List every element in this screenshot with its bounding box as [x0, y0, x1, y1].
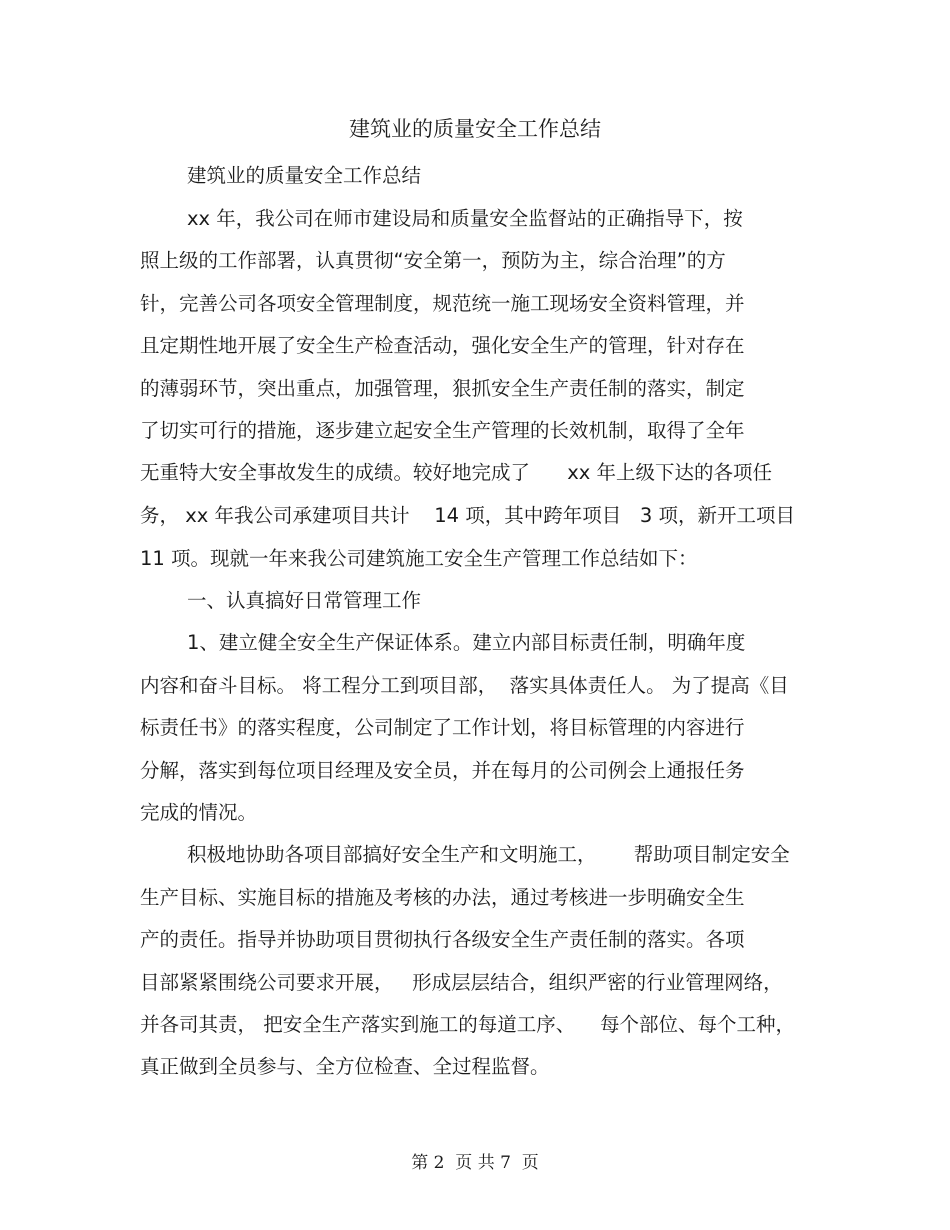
intro-line: 无重特大安全事故发生的成绩。较好地完成了 xx 年上级下达的各项任: [140, 461, 772, 484]
section1-line: 完成的情况。: [140, 801, 258, 824]
para2-line: 生产目标、实施目标的措施及考核的办法，通过考核进一步明确安全生: [140, 886, 745, 909]
document-title: 建筑业的质量安全工作总结: [349, 117, 601, 141]
intro-line: xx 年，我公司在师市建设局和质量安全监督站的正确指导下，按: [187, 207, 743, 230]
intro-line: 照上级的工作部署，认真贯彻“安全第一，预防为主，综合治理”的方: [140, 249, 726, 272]
para2-line: 真正做到全员参与、全方位检查、全过程监督。: [140, 1055, 550, 1078]
intro-line: 了切实可行的措施，逐步建立起安全生产管理的长效机制，取得了全年: [140, 419, 745, 442]
intro-line: 务， xx 年我公司承建项目共计 14 项，其中跨年项目 3 项，新开工项目: [140, 504, 795, 527]
para2-line: 产的责任。指导并协助项目贯彻执行各级安全生产责任制的落实。各项: [140, 928, 745, 951]
para2-line: 并各司其责， 把安全生产落实到施工的每道工序、 每个部位、每个工种，: [140, 1013, 795, 1036]
section1-line: 分解，落实到每位项目经理及安全员，并在每月的公司例会上通报任务: [140, 759, 745, 782]
para2-line: 目部紧紧围绕公司要求开展， 形成层层结合，组织严密的行业管理网络，: [140, 971, 783, 994]
intro-line: 11 项。现就一年来我公司建筑施工安全生产管理工作总结如下：: [140, 547, 698, 570]
section1-line: 标责任书》的落实程度，公司制定了工作计划，将目标管理的内容进行: [140, 716, 745, 739]
intro-line: 且定期性地开展了安全生产检查活动，强化安全生产的管理，针对存在: [140, 334, 745, 357]
section-heading: 一、认真搞好日常管理工作: [187, 589, 422, 612]
section1-line: 内容和奋斗目标。 将工程分工到项目部， 落实具体责任人。 为了提高《目: [140, 674, 789, 697]
para2-line: 积极地协助各项目部搞好安全生产和文明施工， 帮助项目制定安全: [187, 843, 790, 866]
page-number: 第 2 页 共 7 页: [411, 1153, 539, 1173]
document-subtitle: 建筑业的质量安全工作总结: [187, 164, 422, 187]
intro-line: 的薄弱环节，突出重点，加强管理，狠抓安全生产责任制的落实，制定: [140, 377, 745, 400]
section1-line: 1、建立健全安全生产保证体系。建立内部目标责任制，明确年度: [187, 631, 746, 654]
intro-line: 针，完善公司各项安全管理制度，规范统一施工现场安全资料管理，并: [140, 292, 745, 315]
